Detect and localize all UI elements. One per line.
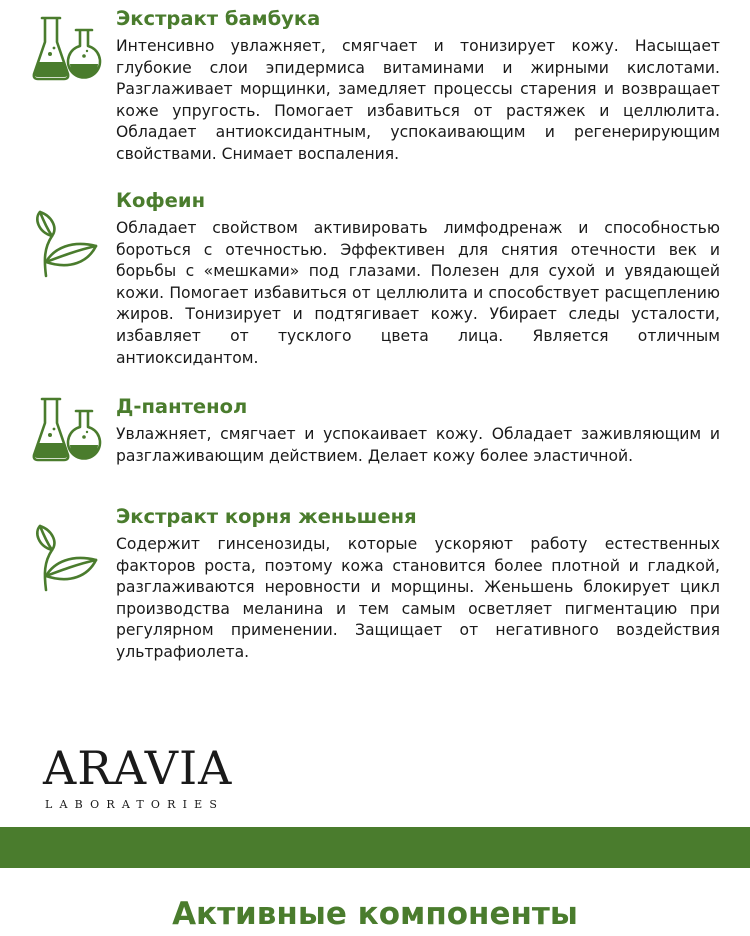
brand-name: ARAVIA <box>43 741 233 795</box>
leaf-icon <box>30 210 102 282</box>
brand-subtitle: LABORATORIES <box>45 798 225 811</box>
ingredient-title: Кофеин <box>116 189 206 212</box>
ingredient-title: Д-пантенол <box>116 395 248 418</box>
flasks-icon <box>30 393 102 465</box>
leaf-icon <box>30 524 102 596</box>
footer-title: Активные компоненты <box>172 896 578 932</box>
brand-logo <box>43 742 253 814</box>
ingredient-description: Увлажняет, смягчает и успокаивает кожу. Обладает заживляющим и разглаживающим действием. Делает кожу более эластичной. <box>116 425 720 465</box>
ingredient-description: Интенсивно увлажняет, смягчает и тонизирует кожу. Насыщает глубокие слои эпидермиса витаминами и жирными кислотами. Разглаживает морщинки, замедляет процессы старения и возвращает коже упругость. Помогает избавиться от растяжек и целлюлита. Обладает антиоксидантным, успокаивающим и регенерирующим свойствами. Снимает воспаления. <box>116 37 720 163</box>
flasks-icon <box>30 12 102 84</box>
ingredient-title: Экстракт бамбука <box>116 7 321 30</box>
ingredient-description: Обладает свойством активировать лимфодренаж и способностью бороться с отечностью. Эффективен для снятия отечности век и борьбы с «мешками» под глазами. Полезен для сухой и увядающей кожи. Помогает избавиться от целлюлита и способствует расщеплению жиров. Тонизирует и подтягивает кожу. Убирает следы усталости, избавляет от тусклого цвета лица. Является отличным антиоксидантом. <box>116 219 720 367</box>
accent-band <box>0 827 750 868</box>
ingredient-description: Содержит гинсенозиды, которые ускоряют работу естественных факторов роста, поэтому кожа становится более плотной и гладкой, разглаживаются неровности и морщины. Женьшень блокирует цикл производства меланина и тем самым осветляет пигментацию при регулярном применении. Защищает от негативного воздействия ультрафиолета. <box>116 535 720 661</box>
ingredient-title: Экстракт корня женьшеня <box>116 505 417 528</box>
